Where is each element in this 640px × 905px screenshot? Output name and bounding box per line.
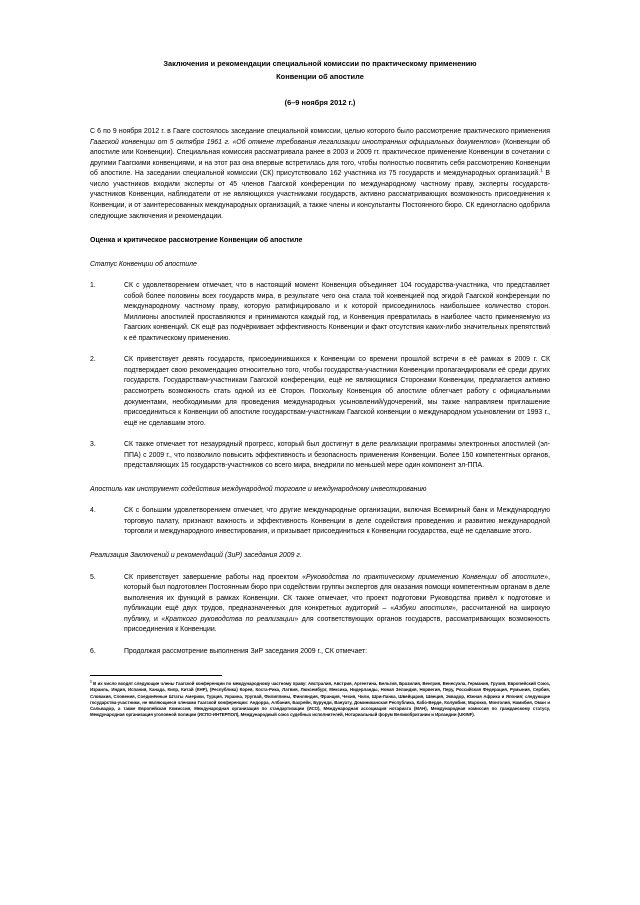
subsection-heading-status: Статус Конвенции об апостиле xyxy=(90,260,197,268)
footnote-text: В их число входят следующие члены Гаагской конференции по международному частному праву: Австралия, Австрия, Аргентина, Бельгия, Бразилия, Венгрия, Венесуэла, Германия, Грузия, Европейский Союз, Израиль, Индия, Испания, Канада, Кипр, Китай (КНР), (Республика) Корея, Коста-Рика, Латвия, Люксембург, Мексика, Нидерланды, Новая Зеландия, Норвегия, Перу, Российская Федерация, Румыния, Сербия, Словакия, Словения, Соединённые Штаты Америки, Турция, Украина, Уругвай, Филиппины, Финляндия, Франция, Чехия, Чили, Шри-Ланка, Швейцария, Швеция, Эквадор, Южная Африка и Япония; следующие государства-участники, не являющиеся членами Гаагской конференции: Андорра, Албания, Бахрейн, Бурунди, Вануату, Доминиканская Республика, Кабо-Верде, Колумбия, Марокко, Монголия, Намибия, Оман и Сальвадор, а также Европейская Комиссия, Международная организация по стандартизации (ИСО), Международная ассоциация нотариата (МАН), Международная комиссия по гражданскому статусу, Международная организация уголовной полиции (ИСПО-ИНТЕРПОЛ), Международный союз судебных исполнителей, Нотариальный форум Великобритании и Ирландии (UKINF). xyxy=(90,681,550,718)
item-number: 5. xyxy=(90,573,96,581)
intro-paragraph xyxy=(90,127,550,222)
item-text: СК с большим удовлетворением отмечает, что другие международные организации, включая Всемирный банк и Международную торговую палату, признают важность и эффективность Конвенции в деле содействия проведению и развитию международной торговли и международного инвестирования, и призывает присоединиться к Конвенции государства, ещё не сделавшие этого. xyxy=(124,507,550,536)
intro-text-segment-2: (Конвенции об апостиле или Конвенции). Специальная комиссия рассматривала ранее в 2003 и 2009 гг. практическое применение Конвенции в сочетании с другими Гаагскими конвенциями, и на этот раз она впервые встретилась для того, чтобы полностью посвятить себя рассмотрению Конвенции об апостиле. На заседании специальной комиссии (СК) присутствовало 162 участника из 75 государств и международных организаций. xyxy=(90,138,551,178)
section-heading: Оценка и критическое рассмотрение Конвенции об апостиле xyxy=(90,237,303,245)
list-item xyxy=(90,355,550,429)
item-number: 6. xyxy=(90,647,96,655)
list-item xyxy=(90,506,550,538)
item-number: 4. xyxy=(90,507,96,515)
list-item xyxy=(90,281,550,344)
item-text: СК также отмечает тот незаурядный прогресс, который был достигнут в деле реализации программы электронных апостилей (эл-ППА) с 2009 г., что позволило повысить эффективность и безопасность применения Конвенции. Более 150 компетентных органов, представляющих 15 государств-участников со всего мира, внедрили по меньшей мере один компонент эл-ППА. xyxy=(124,441,550,470)
footnote-reference: 1 xyxy=(540,168,543,174)
item-number: 1. xyxy=(90,282,96,290)
title-line-2: Конвенции об апостиле xyxy=(276,71,364,81)
list-item xyxy=(90,573,550,636)
guide-title-italic: Руководства по практическому применению Конвенции об апостиле xyxy=(305,573,545,581)
footnote xyxy=(90,681,550,718)
item-number: 2. xyxy=(90,356,96,364)
item-number: 3. xyxy=(90,441,96,449)
brief-guide-title-italic: Краткого руководства по реализации xyxy=(165,615,295,623)
subsection-heading-implementation: Реализация Заключений и рекомендаций (ЗиР) заседания 2009 г. xyxy=(90,552,302,559)
subsection-heading-trade: Апостиль как инструмент содействия международной торговле и международному инвестированию xyxy=(90,485,427,493)
footnote-separator xyxy=(90,675,222,676)
title-date: (6–9 ноября 2012 г.) xyxy=(284,98,356,108)
item-text: СК с удовлетворением отмечает, что в настоящий момент Конвенция объединяет 104 государства-участника, что представляет собой более половины всех государств мира, в результате чего она стала той конвенцией под эгидой Гаагской конференции по международному частному праву, которую ратифицировало и к которой присоединилось наибольшее количество сторон. Миллионы апостилей проставляются и принимаются каждый год, и Конвенция превратилась в наиболее часто применяемую из Гаагских конвенций. СК ещё раз подчёркивает эффективность Конвенции и факт отсутствия каких-либо значительных препятствий к её практическому применению. xyxy=(124,282,550,342)
intro-text-segment-3: В число участников входили эксперты от 45 членов Гаагской конференции по международному частному праву, эксперты государств-участников Конвенции, наблюдатели от не являющихся участниками государств, активно рассматривающих возможность присоединения к Конвенции, и от заинтересованных международных организаций, а также члены и консультанты Постоянного бюро. СК единогласно одобрила следующие заключения и рекомендации. xyxy=(90,170,551,220)
intro-text-segment-1: С 6 по 9 ноября 2012 г. в Гааге состоялось заседание специальной комиссии, целью которого было рассмотрение практического применения xyxy=(90,128,550,136)
item-text: СК приветствует девять государств, присоединившихся к Конвенции со времени прошлой встречи в её рамках в 2009 г. СК подтверждает свою рекомендацию относительно того, чтобы государства-участники Конвенции пропагандировали её среди других государств. Государствам-участникам Гаагской конференции, ещё не являющимся Сторонами Конвенции, предлагается активно рассмотреть возможность стать одной из её Сторон. Поскольку Конвенция об апостиле облегчает работу с официальными документами, необходимыми для проведения международных усыновлений/удочерений, мы также направляем приглашение присоединиться к Конвенции об апостиле государствам-участникам Гаагской конвенции о международном усыновлении от 1993 г., ещё не сделавшим этого. xyxy=(124,356,550,427)
list-item xyxy=(90,647,550,658)
title-line-1: Заключения и рекомендации специальной комиссии по практическому применению xyxy=(163,59,477,68)
convention-name-italic: Гаагской конвенции от 5 октября 1961 г. «Об отмене требования легализации иностранных официальных документов» xyxy=(90,138,501,146)
list-item xyxy=(90,440,550,472)
footnote-marker: 1 xyxy=(90,679,92,684)
item-text: СК приветствует завершение работы над проектом «Руководства по практическому применению Конвенции об апостиле», который был подготовлен Постоянным бюро при содействии группы экспертов для оказания помощи компетентным органам в деле выполнения их функций в рамках Конвенции. СК также отмечает, что проект подготовки Руководства привёл к подготовке и публикации ещё двух трудов, предназначенных для конкретных аудиторий – «Азбуки апостиля», рассчитанной на широкую публику, и «Краткого руководства по реализации» для соответствующих органов государств, рассматривающих возможность присоединения к Конвенции. xyxy=(124,573,550,634)
abc-title-italic: Азбуки апостиля xyxy=(394,605,452,613)
item-text: Продолжая рассмотрение выполнения ЗиР заседания 2009 г., СК отмечает: xyxy=(124,647,368,655)
document-title xyxy=(90,58,550,109)
